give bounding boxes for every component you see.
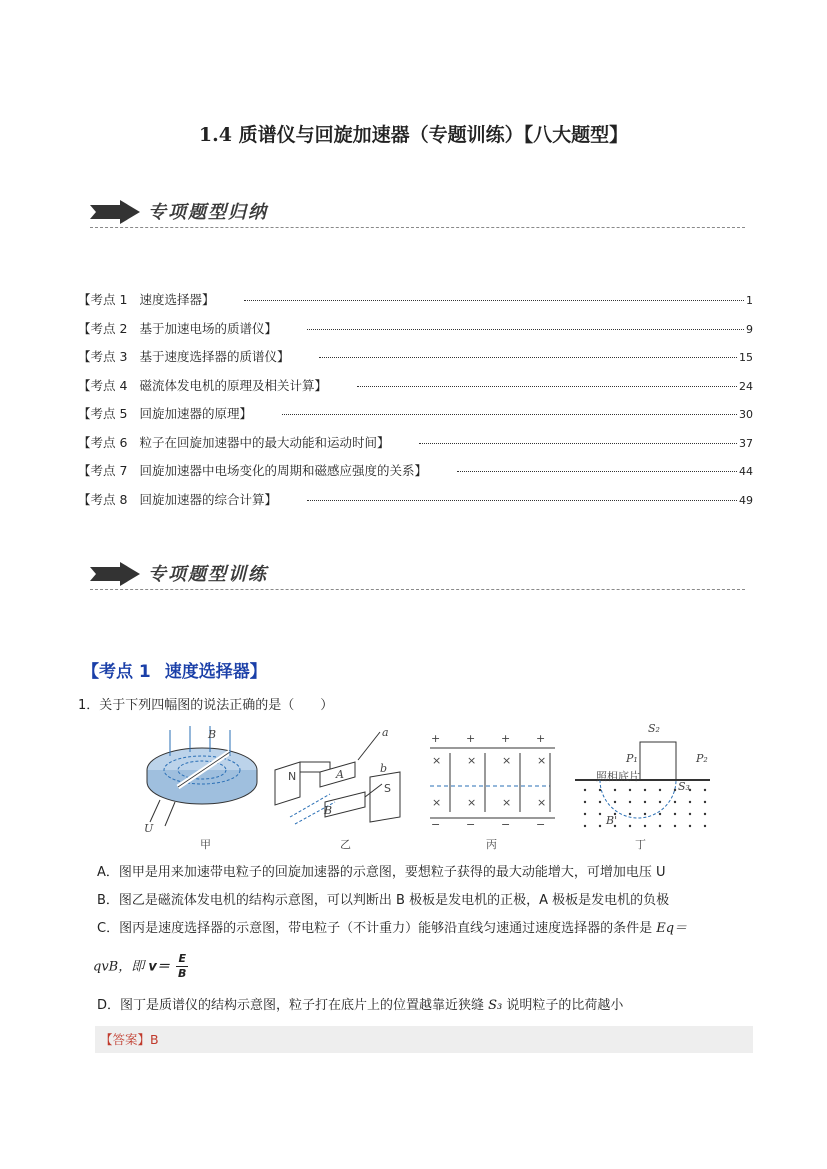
toc-tag: 【考点 5 — [78, 406, 128, 421]
caption-ding: 丁 — [635, 838, 646, 851]
toc-tag: 【考点 2 — [78, 320, 128, 336]
option-d-text-end: 说明粒子的比荷越小 — [506, 998, 624, 1013]
training-banner-label: 专项题型训练 — [148, 564, 268, 585]
option-d[interactable] — [97, 998, 757, 1015]
option-c-v: v＝ — [148, 959, 170, 975]
toc-leader — [419, 443, 737, 444]
option-d-text: D．图丁是质谱仪的结构示意图，粒子打在底片上的位置越靠近狭缝 — [97, 998, 485, 1013]
question-stem: 1．关于下列四幅图的说法正确的是（ ） — [78, 698, 334, 713]
toc-leader — [244, 300, 744, 301]
toc-title: 回旋加速器的原理】 — [139, 406, 252, 421]
table-of-contents — [78, 290, 753, 518]
label-S3: S₃ — [678, 780, 690, 793]
label-B2: B — [324, 804, 333, 817]
option-b[interactable]: B．图乙是磁流体发电机的结构示意图，可以判断出 B 极板是发电机的正极，A 极板是发电机的负极 — [97, 893, 670, 908]
summary-banner — [90, 198, 745, 228]
toc-item[interactable] — [78, 461, 753, 490]
minus-sign: − — [536, 818, 546, 831]
toc-item[interactable] — [78, 404, 753, 433]
toc-title: 磁流体发电机的原理及相关计算】 — [139, 377, 327, 393]
toc-item[interactable] — [78, 490, 753, 519]
option-d-symbol: S₃ — [488, 998, 503, 1013]
answer-box — [95, 1026, 753, 1053]
cross-mark: × — [432, 796, 442, 809]
toc-item[interactable] — [78, 319, 753, 348]
toc-title: 速度选择器】 — [139, 292, 215, 307]
toc-tag: 【考点 3 — [78, 349, 128, 364]
toc-title: 基于加速电场的质谱仪】 — [139, 320, 277, 336]
toc-leader — [307, 500, 737, 501]
section-tag: 【考点 1 — [82, 662, 151, 682]
caption-yi: 乙 — [340, 838, 351, 851]
cross-mark: × — [432, 754, 442, 767]
answer-label: 【答案】B — [100, 1032, 159, 1047]
toc-page: 1 — [746, 294, 753, 307]
toc-item[interactable] — [78, 433, 753, 462]
arrow-icon — [90, 200, 142, 224]
toc-tag: 【考点 4 — [78, 377, 128, 393]
option-c-eq: Eq＝ — [656, 921, 688, 936]
toc-tag: 【考点 8 — [78, 491, 128, 507]
summary-banner-label: 专项题型归纳 — [148, 202, 268, 223]
toc-page: 9 — [746, 322, 753, 336]
cross-mark: × — [467, 796, 477, 809]
cross-mark: × — [537, 754, 547, 767]
label-S2: S₂ — [648, 722, 660, 735]
toc-page: 15 — [739, 351, 753, 364]
label-P2: P₂ — [696, 752, 708, 765]
label-Bprime: B' — [606, 814, 618, 827]
toc-tag: 【考点 7 — [78, 463, 128, 478]
toc-title: 基于速度选择器的质谱仪】 — [139, 349, 290, 364]
label-a: a — [382, 726, 389, 739]
toc-page: 30 — [739, 408, 753, 421]
toc-tag: 【考点 6 — [78, 434, 128, 450]
fraction-e-over-b — [176, 952, 188, 982]
toc-title: 粒子在回旋加速器中的最大动能和运动时间】 — [139, 434, 390, 450]
toc-page: 44 — [739, 465, 753, 478]
toc-title: 回旋加速器的综合计算】 — [139, 491, 277, 507]
minus-sign: − — [466, 818, 476, 831]
toc-item[interactable] — [78, 376, 753, 405]
plus-sign: + — [501, 732, 511, 745]
minus-sign: − — [501, 818, 511, 831]
toc-leader — [457, 471, 737, 472]
toc-item[interactable] — [78, 347, 753, 376]
question-figure — [130, 722, 720, 852]
fraction-denominator: B — [178, 967, 187, 981]
mass-spectrometer-diagram — [570, 722, 720, 842]
label-film: 照相底片 — [596, 770, 640, 783]
label-N: N — [288, 770, 297, 783]
plus-sign: + — [536, 732, 546, 745]
option-a[interactable]: A．图甲是用来加速带电粒子的回旋加速器的示意图，要想粒子获得的最大动能增大，可增加电压 U — [97, 865, 666, 880]
label-S: S — [384, 782, 391, 795]
label-P1: P₁ — [626, 752, 638, 765]
section-title: 速度选择器】 — [164, 662, 267, 682]
option-c-qvb: qvB，即 — [93, 959, 145, 975]
cross-mark: × — [502, 754, 512, 767]
divider — [90, 589, 745, 590]
toc-leader — [307, 329, 744, 330]
option-c-text: C．图丙是速度选择器的示意图，带电粒子（不计重力）能够沿直线匀速通过速度选择器的条件是 — [97, 921, 653, 936]
option-c[interactable] — [97, 921, 757, 938]
toc-title: 回旋加速器中电场变化的周期和磁感应强度的关系】 — [139, 463, 427, 478]
toc-item[interactable] — [78, 290, 753, 319]
cross-mark: × — [467, 754, 477, 767]
minus-sign: − — [431, 818, 441, 831]
divider — [90, 227, 745, 228]
toc-tag: 【考点 1 — [78, 292, 128, 307]
plus-sign: + — [431, 732, 441, 745]
fraction-numerator: E — [176, 952, 188, 967]
cross-mark: × — [537, 796, 547, 809]
toc-page: 24 — [739, 379, 753, 393]
label-b: b — [380, 762, 388, 775]
cross-mark: × — [502, 796, 512, 809]
label-B: B — [208, 728, 217, 741]
toc-leader — [357, 386, 737, 387]
toc-leader — [319, 357, 737, 358]
training-banner — [90, 560, 745, 590]
toc-page: 49 — [739, 493, 753, 507]
option-c-continued — [93, 952, 753, 982]
label-U: U — [144, 822, 154, 835]
caption-jia: 甲 — [200, 838, 211, 851]
section-heading — [82, 657, 281, 682]
arrow-icon — [90, 562, 142, 586]
toc-page: 37 — [739, 436, 753, 450]
page-title: 1.4 质谱仪与回旋加速器（专题训练）【八大题型】 — [198, 124, 629, 146]
toc-leader — [282, 414, 737, 415]
label-A: A — [336, 768, 344, 781]
caption-bing: 丙 — [486, 838, 497, 851]
plus-sign: + — [466, 732, 476, 745]
